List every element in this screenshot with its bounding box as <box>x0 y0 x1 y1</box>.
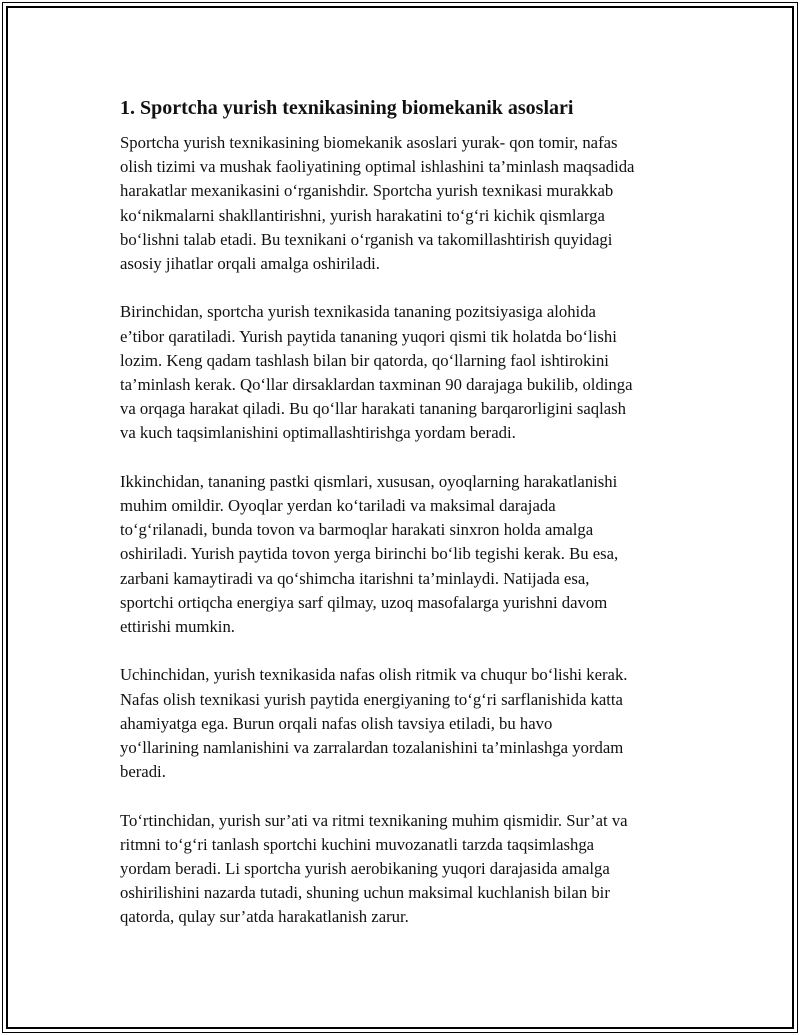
paragraph-line: to‘g‘rilanadi, bunda tovon va barmoqlar harakati sinxron holda amalga <box>120 520 594 540</box>
paragraph-line: Ikkinchidan, tananing pastki qismlari, xususan, oyoqlarning harakatlanishi <box>120 471 618 491</box>
paragraph-line: Sportcha yurish texnikasining biomekanik asoslari yurak- qon tomir, nafas <box>120 133 618 152</box>
paragraph-line: Birinchidan, sportcha yurish texnikasida tananing pozitsiyasiga alohida <box>120 302 596 322</box>
paragraph-line: beradi. <box>120 762 166 782</box>
paragraph-line: bo‘lishni talab etadi. Bu texnikani o‘rganish va takomillashtirish quyidagi <box>120 229 613 249</box>
paragraph-line: ettirishi mumkin. <box>120 617 235 637</box>
paragraph-5 <box>120 809 690 930</box>
paragraph-line: ritmni to‘g‘ri tanlash sportchi kuchini muvozanatli tarzda taqsimlashga <box>120 834 595 854</box>
paragraph-line: asosiy jihatlar orqali amalga oshiriladi. <box>120 254 380 274</box>
paragraph-line: yo‘llarining namlanishini va zarralardan tozalanishini ta’minlashga yordam <box>120 738 624 758</box>
paragraph-line: ahamiyatga ega. Burun orqali nafas olish tavsiya etiladi, bu havo <box>120 713 553 733</box>
paragraph-line: zarbani kamaytiradi va qo‘shimcha itarishni ta’minlaydi. Natijada esa, <box>120 568 590 588</box>
paragraph-line: harakatlar mexanikasini o‘rganishdir. Sportcha yurish texnikasi murakkab <box>120 181 614 201</box>
section-heading: 1. Sportcha yurish texnikasining biomekanik asoslari <box>120 97 574 119</box>
paragraph-line: e’tibor qaratiladi. Yurish paytida tananing yuqori qismi tik holatda bo‘lishi <box>120 326 617 346</box>
paragraph-line: muhim omildir. Oyoqlar yerdan ko‘tariladi va maksimal darajada <box>120 496 556 516</box>
paragraph-line: sportchi ortiqcha energiya sarf qilmay, uzoq masofalarga yurishni davom <box>120 592 608 612</box>
paragraph-1 <box>120 131 690 276</box>
paragraph-line: va kuch taqsimlanishini optimallashtirishga yordam beradi. <box>120 423 516 443</box>
paragraph-line: ko‘nikmalarni shakllantirishni, yurish harakatini to‘g‘ri kichik qismlarga <box>120 205 605 225</box>
paragraph-line: Nafas olish texnikasi yurish paytida energiyaning to‘g‘ri sarflanishida katta <box>120 689 623 709</box>
paragraph-line: qatorda, qulay sur’atda harakatlanish zarur. <box>120 907 409 927</box>
paragraph-line: ta’minlash kerak. Qo‘llar dirsaklardan taxminan 90 darajaga bukilib, oldinga <box>120 375 633 395</box>
document-page <box>2 2 798 1033</box>
paragraph-4 <box>120 663 690 784</box>
paragraph-2 <box>120 300 690 445</box>
paragraph-line: Uchinchidan, yurish texnikasida nafas olish ritmik va chuqur bo‘lishi kerak. <box>120 665 628 685</box>
paragraph-line: va orqaga harakat qiladi. Bu qo‘llar harakati tananing barqarorligini saqlash <box>120 399 627 419</box>
paragraph-line: olish tizimi va mushak faoliyatining optimal ishlashini ta’minlash maqsadida <box>120 157 635 177</box>
paragraph-3 <box>120 470 690 639</box>
paragraph-line: To‘rtinchidan, yurish sur’ati va ritmi texnikaning muhim qismidir. Sur’at va <box>120 810 628 830</box>
paragraph-line: yordam beradi. Li sportcha yurish aerobikaning yuqori darajasida amalga <box>120 859 610 879</box>
paragraph-line: oshiriladi. Yurish paytida tovon yerga birinchi bo‘lib tegishi kerak. Bu esa, <box>120 544 619 564</box>
document-body <box>120 95 690 954</box>
paragraph-line: oshirilishini nazarda tutadi, shuning uchun maksimal kuchlanish bilan bir <box>120 883 610 903</box>
paragraph-line: lozim. Keng qadam tashlash bilan bir qatorda, qo‘llarning faol ishtirokini <box>120 350 609 370</box>
